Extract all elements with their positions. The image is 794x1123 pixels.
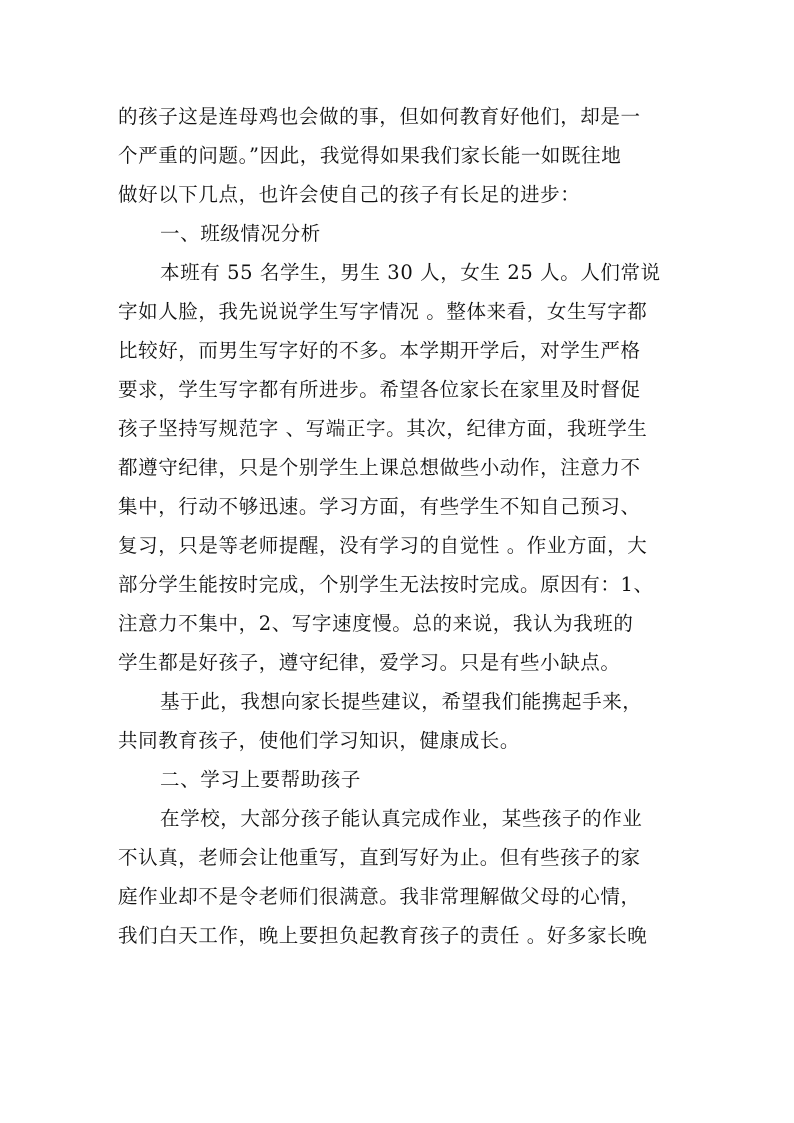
text-line: 做好以下几点，也许会使自己的孩子有长足的进步：: [118, 183, 581, 206]
text-line: 个严重的问题。”因此，我觉得如果我们家长能一如既往地: [118, 144, 622, 167]
document-page: [118, 97, 688, 955]
text-line: 字如人脸，我先说说学生写字情况 。整体来看，女生写字都: [118, 300, 648, 323]
text-line: 比较好，而男生写字好的不多。本学期开学后，对学生严格: [118, 339, 641, 362]
text-line: 要求，学生写字都有所进步。希望各位家长在家里及时督促: [118, 378, 641, 401]
text-line: 部分学生能按时完成，个别学生无法按时完成。原因有：1、: [118, 573, 654, 596]
section-heading: 一、班级情况分析: [160, 222, 321, 245]
text-line: 基于此，我想向家长提些建议，希望我们能携起手来，: [160, 690, 643, 713]
text-line: 孩子坚持写规范字 、写端正字。其次，纪律方面，我班学生: [118, 417, 648, 440]
text-line: 复习，只是等老师提醒，没有学习的自觉性 。作业方面，大: [118, 534, 648, 557]
section-heading: 二、学习上要帮助孩子: [160, 768, 362, 791]
text-line: 庭作业却不是令老师们很满意。我非常理解做父母的心情，: [118, 885, 641, 908]
text-line: 共同教育孩子，使他们学习知识，健康成长。: [118, 729, 521, 752]
text-line: 本班有 55 名学生，男生 30 人，女生 25 人。人们常说: [160, 261, 661, 284]
text-line: 学生都是好孩子，遵守纪律，爱学习。只是有些小缺点。: [118, 651, 621, 674]
text-line: 在学校，大部分孩子能认真完成作业，某些孩子的作业: [160, 807, 643, 830]
text-line: 的孩子这是连母鸡也会做的事，但如何教育好他们，却是一: [118, 105, 641, 128]
text-line: 不认真，老师会让他重写，直到写好为止。但有些孩子的家: [118, 846, 641, 869]
text-line: 注意力不集中，2、写字速度慢。总的来说，我认为我班的: [118, 612, 634, 635]
text-line: 我们白天工作，晚上要担负起教育孩子的责任 。好多家长晚: [118, 924, 648, 947]
text-line: 都遵守纪律，只是个别学生上课总想做些小动作，注意力不: [118, 456, 641, 479]
text-line: 集中，行动不够迅速。学习方面，有些学生不知自己预习、: [118, 495, 641, 518]
